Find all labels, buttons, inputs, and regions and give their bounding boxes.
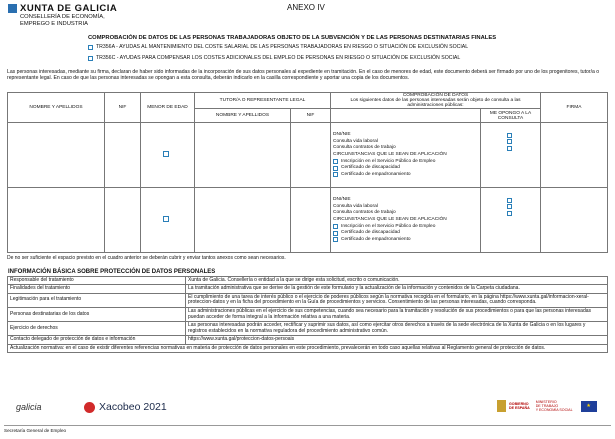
- gob-line1: GOBIERNO: [509, 402, 529, 406]
- logo-name: XUNTA DE GALICIA: [20, 3, 118, 14]
- circ-item: [333, 223, 478, 230]
- privacy-key: Responsable del tratamiento: [8, 277, 186, 285]
- privacy-key: Finalidades del tratamiento: [8, 285, 186, 293]
- check-spacer: [331, 109, 481, 123]
- ministry-name: [536, 400, 573, 412]
- footer-divider: [4, 425, 611, 426]
- form-title: COMPROBACIÓN DE DATOS DE LAS PERSONAS TRABAJADORAS OBJETO DE LA SUBVENCIÓN Y DE LAS PERSONAS DESTINATARIAS FINALES: [88, 35, 497, 41]
- consent-item: DNI/NIE: [333, 197, 351, 203]
- annex-label: ANEXO IV: [287, 3, 325, 12]
- logo-line2: EMPREGO E INDUSTRIA: [20, 21, 88, 27]
- circ-item: [333, 165, 478, 172]
- privacy-value: El cumplimiento de una tarea de interés público o el ejercicio de poderes públicos según la normativa recogida en el formulario, en la página https://www.xunta.gal/informacion-xeral-proteccion-datos y en la ficha del procedimiento en la Guía de procedimientos y servicios. Consentimiento de las personas interesadas, cuando corresponda.: [186, 293, 608, 307]
- privacy-value: Xunta de Galicia. Consellería o entidad a la que se dirige esta solicitud, escrito o comunicación.: [186, 277, 608, 285]
- circ-checkbox[interactable]: [333, 166, 338, 171]
- privacy-row: [8, 293, 608, 307]
- government-logos: [497, 400, 600, 412]
- xacobeo-text: Xacobeo 2021: [99, 401, 167, 413]
- privacy-row: [8, 322, 608, 336]
- circ-label: Certificado de empadronamiento: [341, 236, 411, 242]
- name-cell[interactable]: [8, 188, 105, 253]
- circ-title: CIRCUNSTANCIAS QUE LE SEAN DE APLICACIÓN: [333, 152, 447, 157]
- minor-cell: [141, 123, 195, 188]
- privacy-key: Contacto delegado de protección de datos e información: [8, 336, 186, 344]
- privacy-value: [186, 336, 608, 344]
- privacy-title: INFORMACIÓN BÁSICA SOBRE PROTECCIÓN DE DATOS PERSONALES: [8, 269, 216, 275]
- oppose-cell: [481, 123, 541, 188]
- sign-cell[interactable]: [541, 123, 608, 188]
- xacobeo-icon: [84, 402, 95, 413]
- oppose-checkbox[interactable]: [507, 146, 512, 151]
- circ-checkbox[interactable]: [333, 172, 338, 177]
- privacy-row: [8, 336, 608, 344]
- option-label: TR356A - AYUDAS AL MANTENIMIENTO DEL COSTE SALARIAL DE LAS PERSONAS TRABAJADORAS EN RIESGO O SITUACIÓN DE EXCLUSIÓN SOCIAL: [96, 44, 469, 50]
- privacy-row: [8, 307, 608, 321]
- privacy-key: Personas destinatarias de los datos: [8, 307, 186, 321]
- option-label: TR356C - AYUDAS PARA COMPENSAR LOS COSTES ADICIONALES DEL EMPLEO DE PERSONAS EN RIESGO O SITUACIÓN DE EXCLUSIÓN SOCIAL: [96, 55, 461, 61]
- consent-item: Consulta contratos de trabajo: [333, 145, 396, 151]
- option-tr356a[interactable]: [88, 44, 468, 50]
- circ-label: Inscripción en el Servicio Público de Empleo: [341, 158, 436, 164]
- minor-cell: [141, 188, 195, 253]
- circ-label: Inscripción en el Servicio Público de Empleo: [341, 223, 436, 229]
- consent-item: Consulta vida laboral: [333, 138, 378, 144]
- spain-crest-icon: [497, 400, 506, 412]
- consent-item: Consulta vida laboral: [333, 203, 378, 209]
- privacy-value: La tramitación administrativa que se derive de la gestión de este formulario y la actualización de la información y contenidos de la Carpeta ciudadana.: [186, 285, 608, 293]
- secretaria-general: Secretaría General de Empleo: [4, 428, 67, 433]
- option-checkbox[interactable]: [88, 45, 93, 50]
- check-desc: Los siguientes datos de las personas interesadas serán objeto de consulta a las administraciones públicas:: [350, 98, 521, 108]
- intro-text: Las personas interesadas, mediante su firma, declaran de haber sido informadas de la incorporación de sus datos personales al expediente en tramitación. En el caso de menores de edad, este documento deberá ser firmado por uno de los progenitores, tutor/a o representante legal. En caso de que las personas interesadas se opongan a esta consulta, deberán indicarlo en la casilla correspondiente y aportar una copia de los documentos.: [7, 69, 600, 82]
- circ-checkbox[interactable]: [333, 224, 338, 229]
- consent-item: DNI/NIE: [333, 132, 351, 138]
- circ-checkbox[interactable]: [333, 237, 338, 242]
- update-note: Actualización normativa: en el caso de existir diferentes referencias normativas en materia de protección de datos personales en este procedimiento, prevalecerán en todo caso aquellas relativas al Reglamento general de protección de datos.: [8, 344, 608, 352]
- privacy-link[interactable]: https://www.xunta.gal/proteccion-datos-persoais: [188, 336, 295, 343]
- min-line3: Y ECONOMÍA SOCIAL: [535, 408, 573, 412]
- circ-item: [333, 230, 478, 237]
- min-line2: DE TRABAJO: [535, 404, 559, 408]
- minor-checkbox[interactable]: [163, 151, 169, 157]
- name-cell[interactable]: [8, 123, 105, 188]
- privacy-key: Legitimación para el tratamiento: [8, 293, 186, 307]
- oppose-checkbox[interactable]: [507, 133, 512, 138]
- oppose-checkbox[interactable]: [507, 211, 512, 216]
- nif-cell[interactable]: [105, 123, 141, 188]
- circ-checkbox[interactable]: [333, 231, 338, 236]
- option-checkbox[interactable]: [88, 56, 93, 61]
- space-note: De no ser suficiente el espacio previsto en el cuadro anterior se deberán cubrir y enviar tantos anexos como sean necesarios.: [7, 255, 286, 261]
- privacy-row: [8, 285, 608, 293]
- privacy-value: Las administraciones públicas en el ejercicio de sus competencias, cuando sea necesario para la tramitación y resolución de sus procedimientos o para que las personas interesadas puedan acceder de forma integral a la información relativa a una materia.: [186, 307, 608, 321]
- circ-item: [333, 158, 478, 165]
- galicia-logo: [16, 402, 42, 412]
- tutor-name-cell[interactable]: [195, 188, 291, 253]
- oppose-checkbox[interactable]: [507, 204, 512, 209]
- table-row: [8, 123, 608, 188]
- check-title: COMPROBACIÓN DE DATOS: [402, 93, 469, 98]
- privacy-row: [8, 344, 608, 352]
- circ-label: Certificado de discapacidad: [341, 230, 400, 236]
- sign-cell[interactable]: [541, 188, 608, 253]
- circ-label: Certificado de empadronamiento: [341, 171, 411, 177]
- eu-flag-icon: ★: [581, 401, 597, 412]
- table-row: [8, 188, 608, 253]
- col-name-header: NOMBRE Y APELLIDOS: [8, 93, 105, 123]
- tutor-name-cell[interactable]: [195, 123, 291, 188]
- consent-list: [331, 188, 481, 253]
- col-tutor-nif-header: NIF: [291, 109, 331, 123]
- xunta-emblem-icon: [8, 4, 17, 13]
- col-tutor-header: TUTOR/A O REPRESENTANTE LEGAL: [195, 93, 331, 109]
- logo-line1: CONSELLERÍA DE ECONOMÍA,: [20, 14, 105, 20]
- circ-item: [333, 236, 478, 243]
- consent-item: Consulta contratos de trabajo: [333, 210, 396, 216]
- col-minor-header: MENOR DE EDAD: [141, 93, 195, 123]
- circ-checkbox[interactable]: [333, 159, 338, 164]
- tutor-nif-cell[interactable]: [291, 123, 331, 188]
- xunta-logo: [8, 3, 118, 28]
- col-check-header: [331, 93, 541, 109]
- xacobeo-logo: [84, 401, 167, 413]
- col-sign-header: FIRMA: [541, 93, 608, 123]
- nif-cell[interactable]: [105, 188, 141, 253]
- col-oppose-header: ME OPONGO A LA CONSULTA: [481, 109, 541, 123]
- galicia-logo-text: galicia: [16, 402, 42, 412]
- privacy-table: [7, 276, 608, 353]
- option-tr356c[interactable]: [88, 55, 460, 61]
- circ-item: [333, 171, 478, 178]
- col-nif-header: NIF: [105, 93, 141, 123]
- col-tutor-name-header: NOMBRE Y APELLIDOS: [195, 109, 291, 123]
- gob-line2: DE ESPAÑA: [509, 406, 530, 410]
- oppose-checkbox[interactable]: [507, 198, 512, 203]
- consent-list: [331, 123, 481, 188]
- circ-label: Certificado de discapacidad: [341, 165, 400, 171]
- tutor-nif-cell[interactable]: [291, 188, 331, 253]
- persons-table: [7, 92, 608, 253]
- privacy-row: [8, 277, 608, 285]
- government-name: [509, 402, 530, 410]
- oppose-cell: [481, 188, 541, 253]
- privacy-value: Las personas interesadas podrán acceder, rectificar y suprimir sus datos, así como ejercitar otros derechos a través de la sede electrónica de la Xunta de Galicia o en los lugares y registros establecidos en la normativa reguladora del procedimiento administrativo común.: [186, 322, 608, 336]
- min-line1: MINISTERIO: [535, 400, 557, 404]
- minor-checkbox[interactable]: [163, 216, 169, 222]
- circ-title: CIRCUNSTANCIAS QUE LE SEAN DE APLICACIÓN: [333, 217, 447, 222]
- oppose-checkbox[interactable]: [507, 139, 512, 144]
- privacy-key: Ejercicio de derechos: [8, 322, 186, 336]
